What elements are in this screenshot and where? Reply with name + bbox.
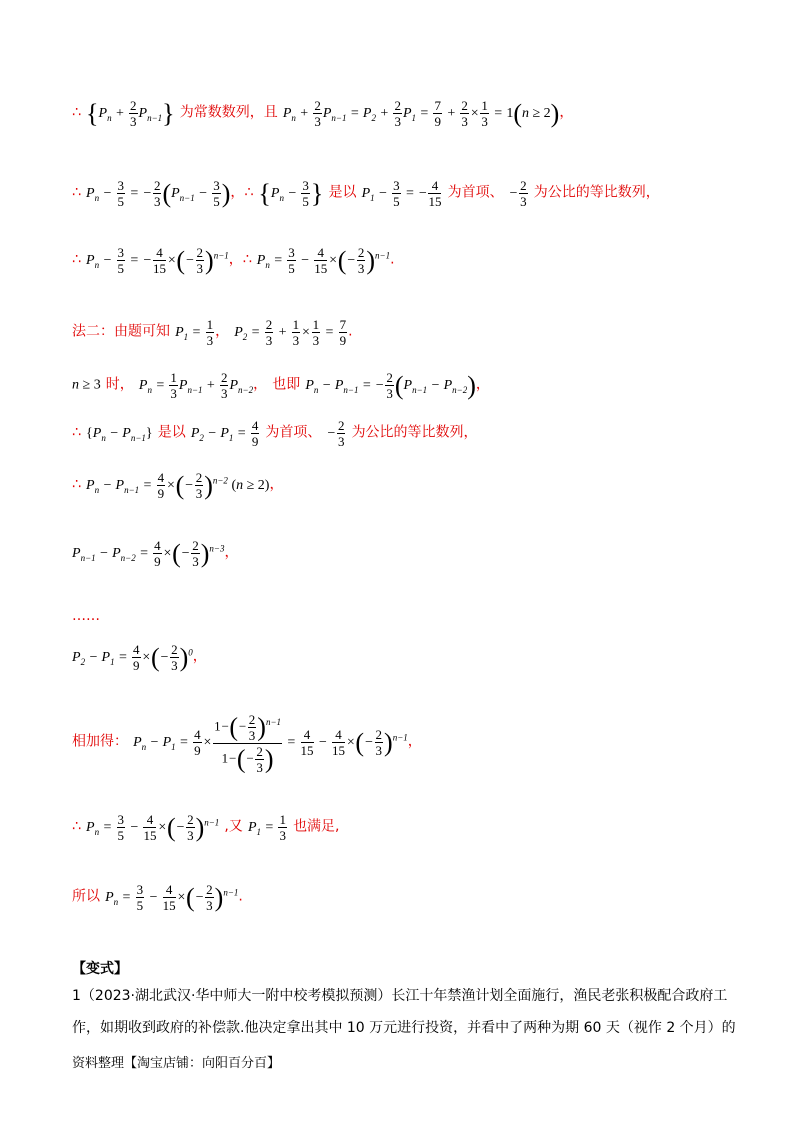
equation-line-6: ∴ $\{P_n - P_{n-1}\}$ 是以 $P_2 - P_1$ = $\frac{4}{9}$ 为首项、 − $\frac{2}{3}$ 为公比的等比数列， <box>72 418 478 449</box>
text-method-two: 法二：由题可知 <box>72 323 170 340</box>
equation-line-1: ∴ {$P_n$ + $\frac{2}{3}$ $P_{n-1}$} 为常数数列，且 $P_n$ + $\frac{2}{3}$ $P_{n-1} = P_2$ + $\frac{2}{3}$ $P_1$ = $\frac{7}{9}$ + $\frac{2}{3}$ × $\frac{1}{3}$ = 1(n ≥ 2)， <box>72 98 574 129</box>
text-sum: 相加得： <box>72 733 128 750</box>
variant-paragraph-line-2: 作，如期收到政府的补偿款.他决定拿出其中 10 万元进行投资，并看中了两种为期 60 天（视作 2 个月）的 <box>72 1020 736 1036</box>
text-also-again: ,又 <box>224 818 243 835</box>
footer-source: 资料整理【淘宝店铺：向阳百分百】 <box>72 1056 281 1071</box>
equation-line-10: 相加得： $P_n - P_1$ = $\frac{4}{9}$ × 1−(− $\frac{2}{3}$ )$^{n-1}$ 1−(− $\frac{2}{3}$ ) = $\frac{4}{15}$ − $\frac{4}{15}$ ×(− $\frac{2}{3}$ )$^{n-1}$， <box>72 711 422 775</box>
text-also: 也即 <box>272 376 301 393</box>
variant-heading: 【变式】 <box>72 961 128 977</box>
variant-paragraph-line-1: 1（2023·湖北武汉·华中师大一附中校考模拟预测）长江十年禁渔计划全面施行，渔民老张积极配合政府工 <box>72 988 728 1004</box>
text-geo-first: 为首项、 <box>265 424 322 441</box>
equation-line-8: $P_{n-1} - P_{n-2}$ = $\frac{4}{9}$ ×(− $\frac{2}{3}$ )$^{n-3}$， <box>72 538 239 569</box>
equation-line-7: ∴ $P_n - P_{n-1}$ = $\frac{4}{9}$ ×(− $\frac{2}{3}$ )$^{n-2}$ (n ≥ 2)， <box>72 470 284 501</box>
text-geo-ratio: 为公比的等比数列， <box>351 424 478 441</box>
text-also-satisfies: 也满足, <box>293 818 340 835</box>
equation-line-3: ∴ $P_n$ − $\frac{3}{5}$ = − $\frac{4}{15}$ ×(− $\frac{2}{3}$ )$^{n-1}$，∴ $P_n$ = $\frac{3}{5}$ − $\frac{4}{15}$ ×(− $\frac{2}{3}$ )$^{n-1}$. <box>72 245 395 276</box>
equation-line-9: $P_2 - P_1$ = $\frac{4}{9}$ ×(− $\frac{2}{3}$ )$^0$， <box>72 642 207 673</box>
equation-line-12: 所以 $P_n$ = $\frac{3}{5}$ − $\frac{4}{15}$ ×(− $\frac{2}{3}$ )$^{n-1}$. <box>72 882 243 913</box>
equation-line-11: ∴ $P_n$ = $\frac{3}{5}$ − $\frac{4}{15}$ ×(− $\frac{2}{3}$ )$^{n-1}$ ,又 $P_1$ = $\frac{1}{3}$ 也满足, <box>72 812 340 843</box>
text-when: 时， <box>105 376 134 393</box>
text-therefore: 所以 <box>72 888 100 905</box>
equation-line-2: ∴ $P_n$ − $\frac{3}{5}$ = − $\frac{2}{3}$ ($P_{n-1}$ − $\frac{3}{5}$ )，∴ {$P_n$ − $\frac{3}{5}$ } 是以 $P_1$ − $\frac{3}{5}$ = − $\frac{4}{15}$ 为首项、 − $\frac{2}{3}$ 为公比的等比数列， <box>72 178 660 209</box>
equation-line-5: n ≥ 3 时， $P_n$ = $\frac{1}{3}$ $P_{n-1}$ + $\frac{2}{3}$ $P_{n-2}$， 也即 $P_n - P_{n-1}$ = − $\frac{2}{3}$ $(P_{n-1} - P_{n-2})$， <box>72 370 490 401</box>
text-ratio: 为公比的等比数列， <box>533 184 660 201</box>
text-is-with: 是以 <box>328 184 357 201</box>
text-constant-sequence: 为常数数列，且 <box>179 104 278 121</box>
equation-line-4: 法二：由题可知 $P_1$ = $\frac{1}{3}$ ， $P_2$ = $\frac{2}{3}$ + $\frac{1}{3}$ × $\frac{1}{3}$ = $\frac{7}{9}$ . <box>72 317 353 348</box>
text-ellipsis: …… <box>72 608 100 624</box>
text-first-term: 为首项、 <box>447 184 504 201</box>
